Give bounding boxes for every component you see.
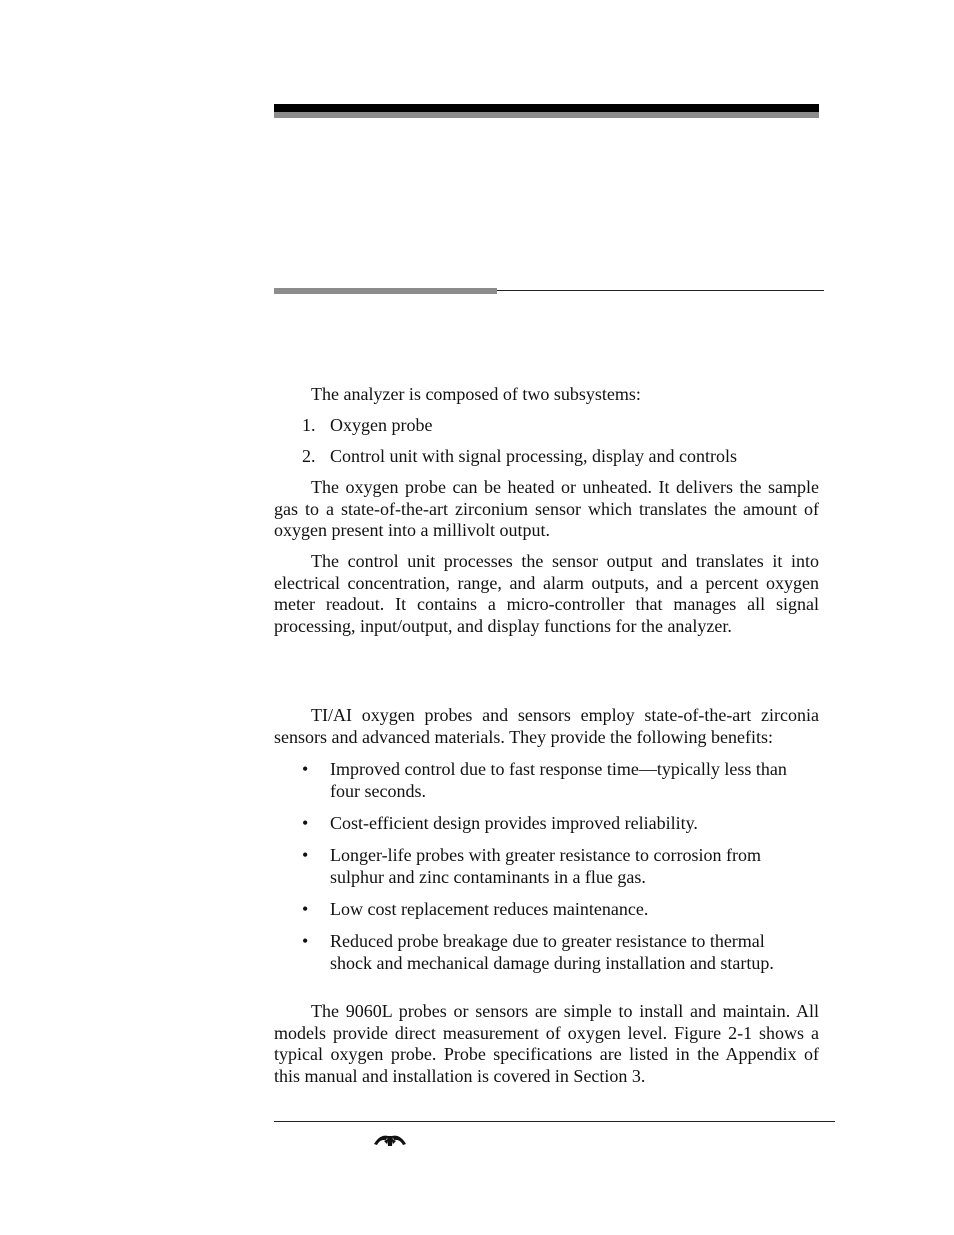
bullet-item: • Low cost replacement reduces maintenance. [302,899,649,919]
section2-intro: TI/AI oxygen probes and sensors employ state-of-the-art zirconia sensors and advanced materials. They provide the following benefits: [274,705,819,747]
bullet-item: • Improved control due to fast response time—typically less than four seconds. [302,759,787,801]
logo-graphic [372,1130,408,1148]
bullet-icon: • [302,931,309,951]
list-item-text: Oxygen probe [330,415,433,435]
list-number: 2. [302,446,316,466]
bullet-item: • Longer-life probes with greater resistance to corrosion from sulphur and zinc contaminants in a flue gas. [302,845,761,887]
list-number: 1. [302,415,316,435]
header-rule-black [274,104,819,112]
bullet-icon: • [302,845,309,865]
footer-rule [274,1121,835,1122]
bullet-icon: • [302,813,309,833]
teledyne-logo-icon [372,1130,408,1148]
bullet-icon: • [302,899,309,919]
section-rule-thin [497,290,824,291]
section1-intro: The analyzer is composed of two subsystems: [311,384,641,404]
bullet-icon: • [302,759,309,779]
bullet-item: • Cost-efficient design provides improved reliability. [302,813,698,833]
bullet-item: • Reduced probe breakage due to greater resistance to thermal shock and mechanical damage during installation and startup. [302,931,774,973]
section-rule-gray [274,288,497,294]
list-item-text: Control unit with signal processing, display and controls [330,446,737,466]
header-rule-gray [274,112,819,118]
section1-paragraph: The control unit processes the sensor output and translates it into electrical concentration, range, and alarm outputs, and a percent oxygen meter readout. It contains a micro-controller that manages all signal processing, input/output, and display functions for the analyzer. [274,551,819,636]
section1-paragraph: The oxygen probe can be heated or unheated. It delivers the sample gas to a state-of-the-art zirconium sensor which translates the amount of oxygen present into a millivolt output. [274,477,819,540]
section2-paragraph: The 9060L probes or sensors are simple to install and maintain. All models provide direct measurement of oxygen level. Figure 2-1 shows a typical oxygen probe. Probe specifications are listed in the Appendix of this manual and installation is covered in Section 3. [274,1001,819,1086]
